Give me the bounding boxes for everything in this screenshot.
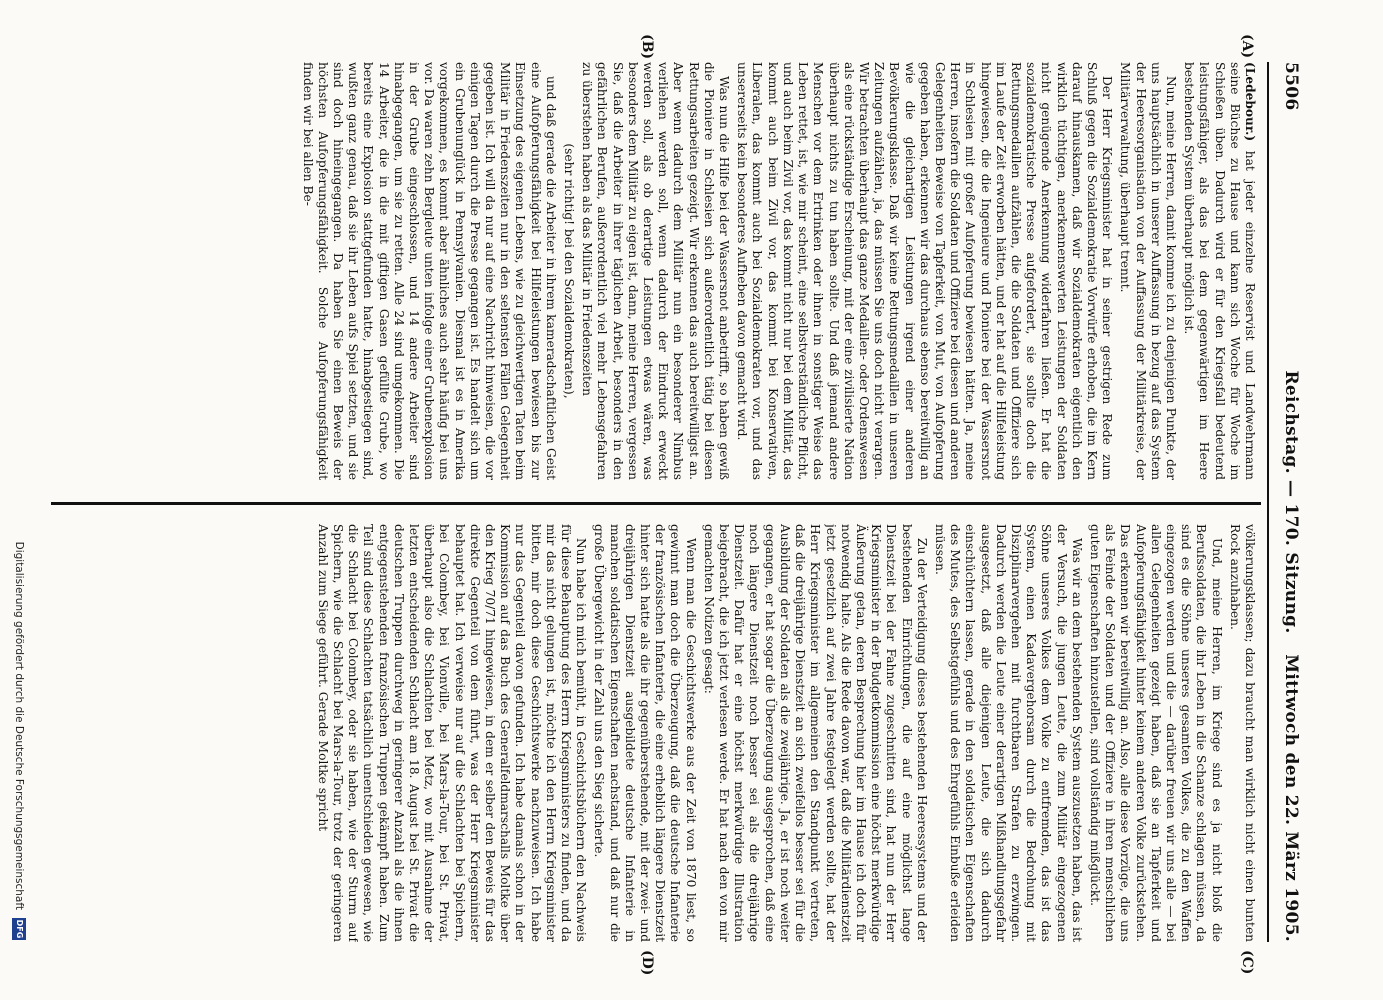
paragraph	[315, 524, 589, 942]
dfg-logo: DFG	[12, 918, 26, 940]
footer	[10, 60, 26, 940]
margin-mark-b: (B)	[639, 34, 655, 60]
paragraph-text: Der Herr Kriegsminister hat in seiner gestrigen Rede zum Schluß gegen die Sozialdemokratie Vorwürfe erhoben, die im Kern darauf hinauskamen, daß wir Sozialdemokraten eigentlich den wirklich tüchtigen, anerkennenswerten Leistungen der Soldaten nicht genügende Anerkennung widerfahren ließen. Er hat die sozialdemokratische Presse aufgefordert, sie sollte doch die Rettungsmedaillen aufzählen, die die Soldaten und Offiziere sich im Laufe der Zeit erworben hätten, und er hat auf die Hilfeleistung hingewiesen, die die Ingenieure und Pioniere bei der Wassersnot in Schlesien mit großer Aufopferung bewiesen hätten. Ja, meine Herren, insofern die Soldaten und Offiziere bei diesen und anderen Gelegenheiten Beweise von Tapferkeit, von Mut, von Aufopferung gegeben haben, erkennen wir das durchaus ebenso bereitwillig an wie die gleichartigen Leistungen irgend einer anderen Bevölkerungsklasse. Daß wir keine Rettungsmedaillen in unseren Zeitungen aufzählen, ja, das müssen Sie uns doch nicht verargen. Wir betrachten überhaupt das ganze Medaillen- oder Ordenswesen als eine rückständige Erscheinung, mit der eine zivilisierte Nation überhaupt nichts zu tun haben sollte. Und daß jemand andere Menschen vor dem Ertrinken oder ihnen in sonstiger Weise das Leben rettet, ist, wie mir scheint, eine selbstverständliche Pflicht, und auch beim Zivil vor, das kommt nicht nur bei dem Militär, das kommt auch beim Zivil vor, das kommt bei Konservativen, Liberalen, das kommt auch bei Sozialdemokraten vor, und das unsererseits kein besonderes Aufheben davon gemacht wird.	[735, 62, 1115, 480]
paragraph	[1227, 524, 1257, 942]
running-head: Reichstag. — 170. Sitzung.	[1281, 370, 1301, 634]
paragraph-text: Was nun die Hilfe bei der Wassersnot anbetrifft, so haben gewiß die Pioniere in Schlesien sich außerordentlich tätig bei diesen Rettungsarbeiten gezeigt. Wir erkennen das auch bereitwilligst an. Aber wenn dadurch dem Militär nun ein besonderer Nimbus verliehen werden soll, wenn dadurch der Eindruck erweckt werden soll, als ob derartige Leistungen etwas wären, was besonders dem Militär zu eigen ist, dann, meine Herren, vergessen Sie, daß die Arbeiter in ihrer täglichen Arbeit, besonders in den gefährlichen Berufen, außerordentlich viel mehr Lebensgefahren zu überstehen haben als das Militär in Friedenszeiten	[580, 62, 732, 480]
paragraph	[1087, 524, 1224, 942]
paragraph	[299, 62, 557, 480]
paragraph	[1181, 62, 1257, 480]
margin-mark-c: (C)	[1239, 950, 1255, 975]
paragraph-text: Zu der Verteidigung dieses bestehenden Heeressystems und der bestehenden Einrichtungen, die auf eine möglichst lange Dienstzeit bei der Fahne zugeschnitten sind, hat nun der Herr Kriegsminister in der Budgetkommission eine höchst merkwürdige Äußerung getan, deren Besprechung hier im Hause ich doch für notwendig halte. Als die Rede davon war, daß die Militärdienstzeit jetzt gesetzlich auf zwei Jahre festgelegt werden sollte, hat der Herr Kriegsminister im allgemeinen den Standpunkt vertreten, daß die dreijährige Dienstzeit an sich zweifellos besser sei für die Ausbildung der Soldaten als die zweijährige. Ja, er ist noch weiter gegangen, er hat sogar die Überzeugung ausgesprochen, daß eine noch längere Dienstzeit noch besser sei als die dreijährige Dienstzeit. Dafür hat er eine höchst merkwürdige Illustration beigebracht, die ich jetzt verlesen werde. Er hat nach den von mir gemachten Notizen gesagt:	[701, 524, 929, 942]
column-divider	[51, 502, 1261, 505]
paragraph-text: völkerungsklassen; dazu braucht man wirklich nicht einen bunten Rock anzuhaben.	[1227, 524, 1257, 942]
header-rule	[1267, 62, 1269, 942]
paragraph	[932, 524, 1084, 942]
paragraph	[734, 62, 1114, 480]
paragraph	[1117, 62, 1178, 480]
paragraph-text: hat jeder einzelne Reservist und Landwehrmann seine Büchse zu Hause und kann sich Woche für Woche im Schießen üben. Dadurch wird er für den Kriegsfall bedeutend leistungsfähiger, als das bei dem gegenwärtigen im Heere bestehenden System überhaupt möglich ist.	[1182, 62, 1257, 480]
paragraph	[591, 524, 697, 942]
speaker-name: (Ledebour.)	[1243, 62, 1257, 142]
margin-mark-a: (A)	[1239, 34, 1255, 59]
funding-note: Digitalisierung gefördert durch die Deutsche Forschungsgemeinschaft	[13, 541, 25, 910]
paragraph-text: und daß gerade die Arbeiter in ihrem kameradschaftlichen Geist eine Aufopferungsfähigkeit bei Hilfeleistungen bewiesen bis zur Einsetzung des eigenen Lebens, wie zu gleichwertigen Taten beim Militär in Friedenszeiten nur in den seltensten Fällen Gelegenheit gegeben ist. Ich will da nur auf eine Nachricht hinweisen, die vor einigen Tagen durch die Presse gegangen ist. Es handelt sich um ein Grubenunglück in Pennsylvanien. Diesmal ist es in Amerika vorgekommen, es kommt aber ähnliches auch sehr häufig bei uns vor. Da waren zehn Bergleute unten infolge einer Grubenexplosion in der Grube eingeschlossen, und 14 andere Arbeiter sind hinabgegangen, um sie zu retten. Alle 24 sind umgekommen. Die 14 Arbeiter, die in die mit giftigen Gasen gefüllte Grube, wo bereits eine Explosion stattgefunden hatte, hinabgestiegen sind, wußten ganz genau, daß sie ihr Leben aufs Spiel setzten, und sie sind doch hineingegangen. Da haben Sie einen Beweis der höchsten Aufopferungsfähigkeit. Solche Aufopferungsfähigkeit finden wir bei allen Be-	[300, 62, 558, 480]
right-column	[52, 524, 1257, 942]
paragraph-text: (sehr richtig! bei den Sozialdemokraten),	[562, 143, 577, 399]
paragraph	[701, 524, 929, 942]
page-header	[1275, 62, 1305, 942]
left-column	[52, 62, 1257, 480]
paragraph	[561, 62, 576, 480]
paragraph-text: Nun, meine Herren, damit komme ich zu denjenigen Punkte, der uns hauptsächlich in unserer Auffassung in bezug auf das System der Heeresorganisation von der Auffassung der Militärkreise, der Militärverwaltung, überhaupt trennt.	[1118, 62, 1178, 480]
paragraph-text: Und, meine Herren, im Kriege sind es ja nicht bloß die Berufssoldaten, die ihr Leben in die Schanze schlagen müssen, da sind es die Söhne unseres gesamten Volkes, die zu den Waffen eingezogen werden und die — darüber freuen wir uns alle — bei allen Gelegenheiten gezeigt haben, daß sie an Tapferkeit und Aufopferungsfähigkeit hinter keinem anderen Volke zurückstehen. Das erkennen wir bereitwillig an. Also, alle diese Vorzüge, die uns als Feinde der Soldaten und der Offiziere in ihren menschlichen guten Eigenschaften hinzustellen, sind vollständig mißglückt.	[1087, 524, 1224, 942]
session-date: Mittwoch den 22. März 1905.	[1281, 654, 1301, 942]
page-number: 5506	[1281, 62, 1301, 111]
margin-mark-d: (D)	[639, 950, 655, 976]
page-body	[45, 34, 1305, 976]
paragraph	[579, 62, 731, 480]
paragraph-text: Was wir an dem bestehenden System auszusetzen haben, das ist der Versuch, die jungen Leute, die zum Militär eingezogenen Söhne unseres Volkes dem Volke zu entfremden, das ist das System, einen Kadavergehorsam durch die Bedrohung mit Disziplinarvergehen mit furchtbaren Strafen zu erzwingen. Dadurch werden die Leute einer derartigen Mißhandlungsgefahr ausgesetzt, daß alle diejenigen Leute, die sich dadurch einschüchtern lassen, gerade in den soldatischen Eigenschaften des Mutes, des Selbstgefühls und des Ehrgefühls Einbuße erleiden müssen.	[932, 524, 1084, 942]
paragraph-text: Wenn man die Geschichtswerke aus der Zeit von 1870 liest, so gewinnt man doch die Überzeugung, daß die deutsche Infanterie der französischen Infanterie, die eine erheblich längere Dienstzeit hinter sich hatte als die ihr gegenüberstehende, mit der zwei- und dreijährigen Dienstzeit ausgebildete deutsche Infanterie in manchen soldatischen Eigenschaften nachstand, und daß nur die große Übergewicht in der Zahl uns den Sieg sicherte.	[592, 524, 698, 942]
paragraph-text: Nun habe ich mich bemüht, in Geschichtsbüchern den Nachweis für diese Behauptung des Herrn Kriegsministers zu finden, und da mir das nicht gelungen ist, möchte ich den Herrn Kriegsminister bitten, mir doch diese Geschichtswerke nachzuweisen. Ich habe nur das Gegenteil davon gefunden. Ich habe damals schon in der Kommission auf das Buch des Generalfeldmarschalls Moltke über den Krieg 70/71 hingewiesen, in dem er selber den Beweis für das direkte Gegenteil von dem führt, was der Herr Kriegsminister behauptet hat. Ich verweise nur auf die Schlachten bei Spichern, bei Colombey, bei Vionville, bei Mars-la-Tour, bei St. Privat, überhaupt also die Schlachten bei Metz, wo mit Ausnahme der letzten entscheidenden Schlacht am 18. August bei St. Privat die deutschen Truppen durchweg in geringerer Anzahl als die ihnen entgegenstehenden französischen Truppen gekämpft haben. Zum Teil sind diese Schlachten tatsächlich unentschieden gewesen, wie die Schlacht bei Colombey, oder sie haben, wie der Sturm auf Spichern, wie die Schlacht bei Mars-la-Tour, trotz der geringeren Anzahl zum Siege geführt. Gerade Moltke spricht	[315, 524, 589, 942]
